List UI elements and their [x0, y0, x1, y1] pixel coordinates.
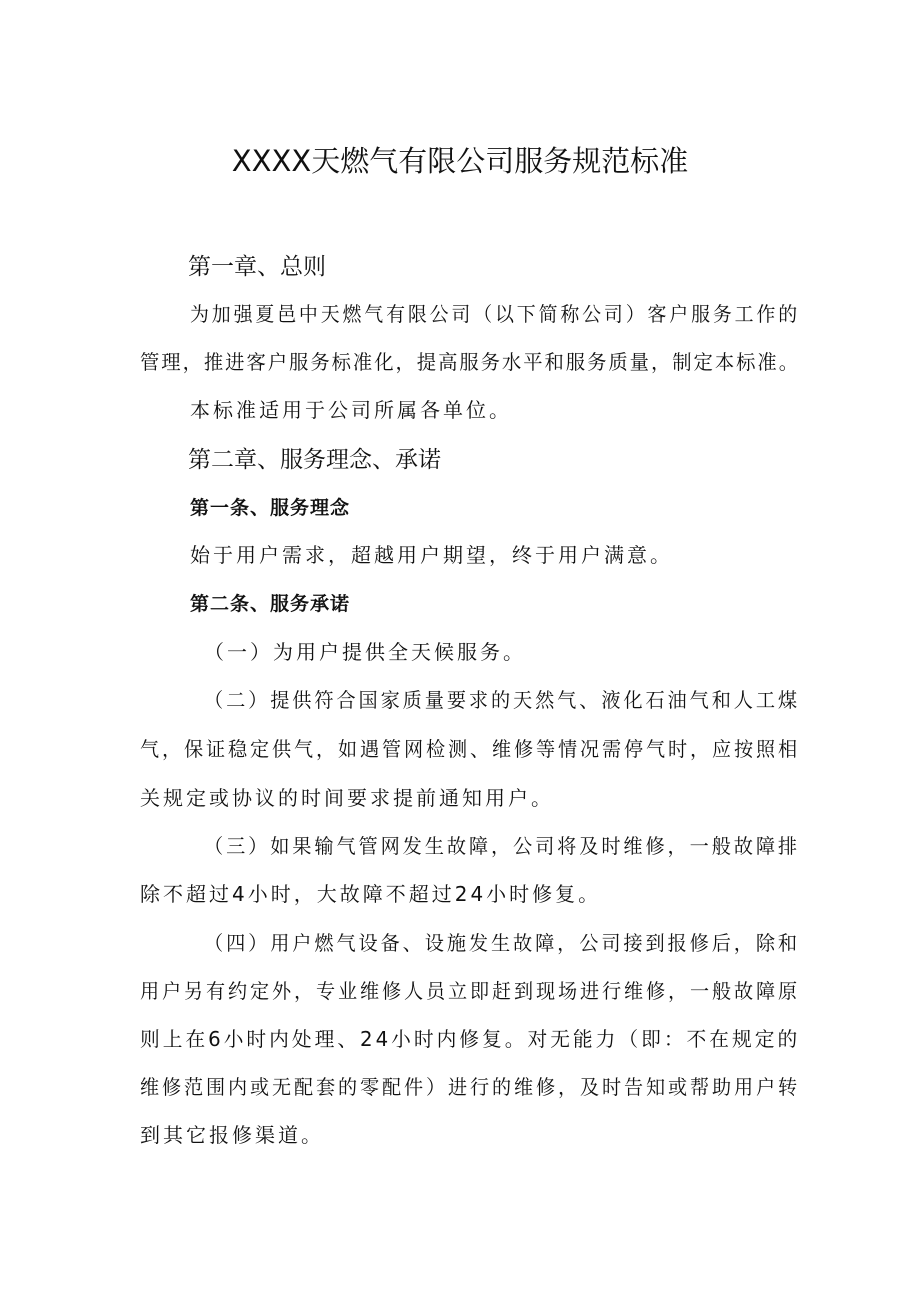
chapter-1-paragraph-1-line-2: 管理，推进客户服务标准化，提高服务水平和服务质量，制定本标准。 — [140, 350, 800, 374]
commitment-item-4-line-3: 则上在6小时内处理、24小时内修复。对无能力（即：不在规定的 — [140, 1027, 801, 1051]
commitment-item-2-line-3: 关规定或协议的时间要求提前通知用户。 — [140, 786, 554, 810]
document-title: XXXX天燃气有限公司服务规范标准 — [231, 144, 689, 178]
commitment-item-2-line-1: （二）提供符合国家质量要求的天然气、液化石油气和人工煤 — [204, 688, 800, 712]
commitment-item-3-line-1: （三）如果输气管网发生故障，公司将及时维修，一般故障排 — [204, 834, 800, 858]
chapter-1-heading: 第一章、总则 — [188, 254, 326, 280]
commitment-item-2-line-2: 气，保证稳定供气，如遇管网检测、维修等情况需停气时，应按照相 — [140, 737, 800, 761]
chapter-1-paragraph-1-line-1: 为加强夏邑中天燃气有限公司（以下简称公司）客户服务工作的 — [190, 302, 800, 326]
article-1-text: 始于用户需求，超越用户期望，终于用户满意。 — [190, 543, 673, 567]
commitment-item-1: （一）为用户提供全天候服务。 — [204, 640, 526, 664]
commitment-item-4-line-4: 维修范围内或无配套的零配件）进行的维修，及时告知或帮助用户转 — [140, 1075, 800, 1099]
chapter-1-paragraph-2: 本标准适用于公司所属各单位。 — [190, 398, 512, 422]
article-2-heading: 第二条、服务承诺 — [190, 593, 351, 615]
commitment-item-4-line-1: （四）用户燃气设备、设施发生故障，公司接到报修后，除和 — [204, 931, 800, 955]
commitment-item-4-line-5: 到其它报修渠道。 — [140, 1123, 324, 1147]
chapter-2-heading: 第二章、服务理念、承诺 — [188, 447, 441, 473]
article-1-heading: 第一条、服务理念 — [190, 497, 351, 519]
commitment-item-4-line-2: 用户另有约定外，专业维修人员立即赶到现场进行维修，一般故障原 — [140, 979, 800, 1003]
commitment-item-3-line-2: 除不超过4小时，大故障不超过24小时修复。 — [140, 882, 602, 906]
